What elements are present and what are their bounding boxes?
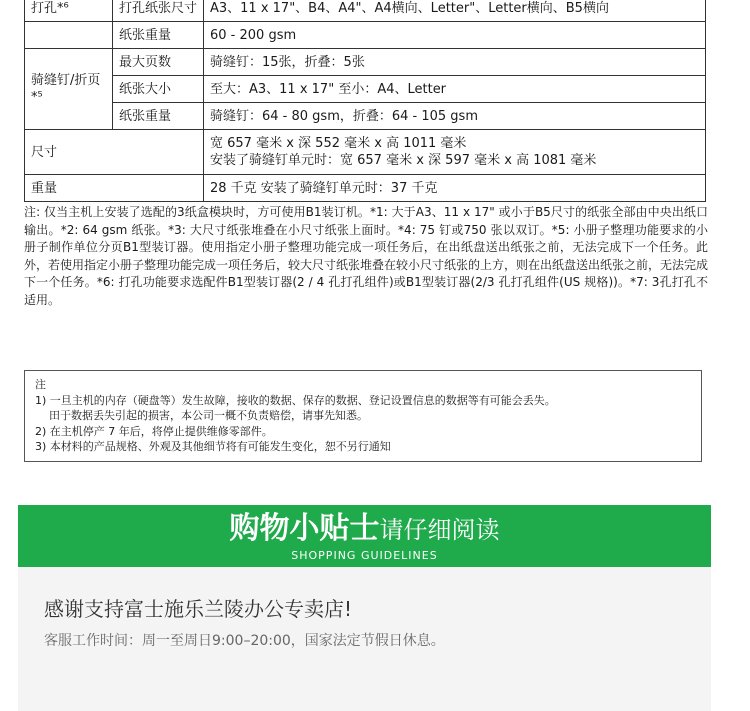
table-row (25, 76, 706, 103)
banner-subtitle: SHOPPING GUIDELINES (291, 549, 438, 562)
row-group-label: 尺寸 (25, 130, 204, 175)
caution-line: 2) 在主机停产 7 年后，将停止提供维修零部件。 (35, 424, 273, 438)
row-value (204, 130, 706, 175)
row-sub-label: 纸张重量 (113, 22, 204, 49)
row-value: 60 - 200 gsm (204, 22, 706, 49)
row-group-label: 打孔*⁶ (25, 0, 113, 22)
footnotes: 注: 仅当主机上安装了选配的3纸盒模块时，方可使用B1装订机。*1: 大于A3、11 x 17" 或小于B5尺寸的纸张全部由中央出纸口输出。*2: 64 gsm 纸张。*3: 大尺寸纸张堆叠在小尺寸纸张上面时。*4: 75 钉或750 张以双订。*5: 小册子整理功能要求的小册子制作单位分页B1型装订器。使用指定小册子整理功能完成一项任务后，在出纸盘送出纸张之前，无法完成下一个任务。此外，若使用指定小册子整理功能完成一项任务后，较大尺寸纸张堆叠在较小尺寸纸张的上方，则在出纸盘送出纸张之前，无法完成下一个任务。*6: 打孔功能要求选配件B1型装订器(2 / 4 孔打孔组件)或B1型装订器(2/3 孔打孔组件(US 规格))。*7: 3孔打孔不适用。 (24, 205, 709, 307)
row-sub-label: 最大页数 (113, 49, 204, 76)
row-value: 至大：A3、11 x 17" 至小：A4、Letter (204, 76, 706, 103)
row-sub-label: 打孔纸张尺寸 (113, 0, 204, 22)
table-row (25, 22, 706, 49)
banner-title (18, 511, 711, 548)
caution-line: 3) 本材料的产品规格、外观及其他细节将有可能发生变化，恕不另行通知 (35, 440, 391, 453)
caution-line: 1) 一旦主机的内存（硬盘等）发生故障，接收的数据、保存的数据、登记设置信息的数据等有可能会丢失。 (35, 393, 556, 407)
row-group-label: 重量 (25, 175, 204, 202)
table-row (25, 49, 706, 76)
caution-title: 注 (35, 378, 46, 391)
row-sub-label: 纸张重量 (113, 103, 204, 130)
table-row (25, 175, 706, 202)
row-value: 骑缝钉：64 - 80 gsm，折叠：64 - 105 gsm (204, 103, 706, 130)
table-row (25, 130, 706, 175)
row-value: 28 千克 安装了骑缝钉单元时：37 千克 (204, 175, 706, 202)
row-group-label (25, 22, 113, 49)
thanks-text: 感谢支持富士施乐兰陵办公专卖店! (44, 597, 353, 621)
row-value: A3、11 x 17"、B4、A4"、A4横向、Letter"、Letter横向、B5横向 (204, 0, 706, 22)
row-group-label: 骑缝钉/折页*⁵ (25, 49, 113, 130)
table-row (25, 103, 706, 130)
shopping-guidelines-banner (18, 505, 711, 567)
row-value: 骑缝钉：15张，折叠：5张 (204, 49, 706, 76)
dimension-line: 安装了骑缝钉单元时：宽 657 毫米 x 深 597 毫米 x 高 1081 毫米 (210, 153, 597, 168)
caution-line: 田于数据丢失引起的损害，本公司一概不负责赔偿，请事先知悉。 (49, 409, 368, 422)
row-sub-label: 纸张大小 (113, 76, 204, 103)
table-row (25, 0, 706, 22)
tips-panel (18, 567, 711, 711)
service-hours-text: 客服工作时间：周一至周日9:00–20:00，国家法定节假日休息。 (44, 633, 445, 649)
banner-title-strong: 购物小贴士 (229, 511, 380, 546)
spec-table (24, 0, 706, 202)
dimension-line: 宽 657 毫米 x 深 552 毫米 x 高 1011 毫米 (210, 136, 467, 151)
caution-box (24, 370, 702, 462)
banner-title-light: 请仔细阅读 (379, 516, 500, 544)
